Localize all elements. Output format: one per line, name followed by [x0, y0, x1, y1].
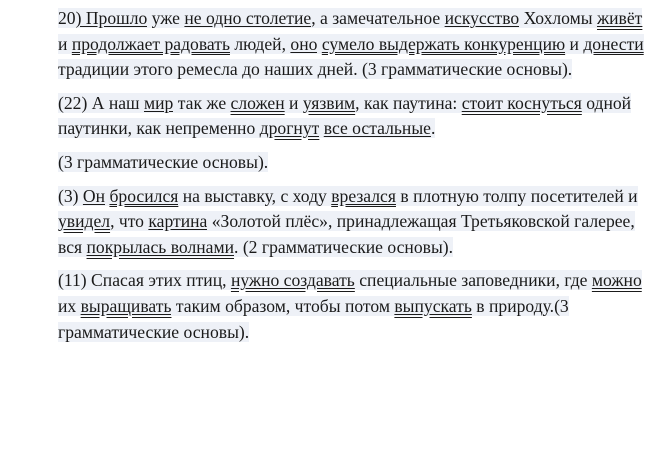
paragraph-5	[58, 268, 648, 345]
predicate-text: бросился	[109, 185, 179, 206]
plain-text: , а замечательное	[311, 8, 445, 28]
paragraph-4	[58, 184, 648, 261]
plain-text: специальные заповедники, где	[354, 270, 592, 291]
plain-text: уже	[147, 8, 185, 28]
subject-text: оно	[290, 33, 318, 54]
predicate-text: дрогнут	[259, 118, 320, 139]
paragraph-2	[58, 91, 648, 142]
predicate-text: уязвим	[302, 92, 356, 113]
plain-text: и	[565, 33, 584, 54]
plain-text: .	[430, 118, 436, 139]
plain-text: Хохломы	[519, 8, 597, 28]
subject-text: ) Прошло	[75, 8, 148, 28]
paragraph-3	[58, 150, 648, 176]
subject-text: не одно столетие	[184, 8, 312, 28]
plain-text: (3 грамматические основы).	[58, 151, 269, 172]
predicate-text: живёт	[596, 8, 643, 28]
predicate-text: увидел	[58, 211, 111, 232]
predicate-text: сложен	[230, 92, 285, 113]
subject-text: мир	[143, 92, 174, 113]
predicate-text: сумело выдержать конкуренцию	[321, 33, 566, 54]
predicate-text: донести	[583, 33, 644, 54]
plain-text: в плотную толпу посетителей и	[395, 185, 638, 206]
subject-text: Он	[82, 185, 106, 206]
plain-text: (22) А наш	[58, 92, 144, 113]
subject-text: искусство	[444, 8, 520, 28]
plain-text: на выставку, с ходу	[178, 185, 332, 206]
plain-text: людей,	[229, 33, 291, 54]
document-body	[58, 6, 648, 353]
plain-text: . (2 грамматические основы).	[234, 236, 454, 257]
predicate-text: стоит коснуться	[461, 92, 582, 113]
plain-text: , что	[110, 211, 149, 232]
predicate-text: продолжает радовать	[71, 33, 230, 54]
plain-text: и	[284, 92, 303, 113]
subject-text: все остальные	[323, 118, 431, 139]
plain-text: так же	[173, 92, 231, 113]
plain-text: 20	[58, 8, 76, 28]
plain-text: , как паутина:	[355, 92, 462, 113]
predicate-text: покрылась волнами	[86, 236, 235, 257]
plain-text: (11) Спасая этих птиц,	[58, 270, 231, 291]
plain-text: таким образом, чтобы потом	[171, 295, 395, 316]
predicate-text: выращивать	[80, 295, 172, 316]
subject-text: картина	[148, 211, 208, 232]
plain-text: одной паутинки, как непременно	[58, 92, 632, 139]
plain-text: традиции этого ремесла до наших дней. (3 грамматические основы).	[58, 59, 573, 80]
plain-text: их	[58, 295, 81, 316]
predicate-text: нужно создавать	[230, 270, 355, 291]
predicate-text: выпускать	[394, 295, 472, 316]
predicate-text: можно	[591, 270, 642, 291]
plain-text: «Золотой плёс», принадлежащая Третьяковской галерее, вся	[58, 211, 635, 257]
paragraph-1	[58, 6, 648, 83]
plain-text: и	[58, 33, 72, 54]
plain-text: (3)	[58, 185, 83, 206]
plain-text: в природу.(3 грамматические основы).	[58, 295, 569, 342]
predicate-text: врезался	[331, 185, 396, 206]
